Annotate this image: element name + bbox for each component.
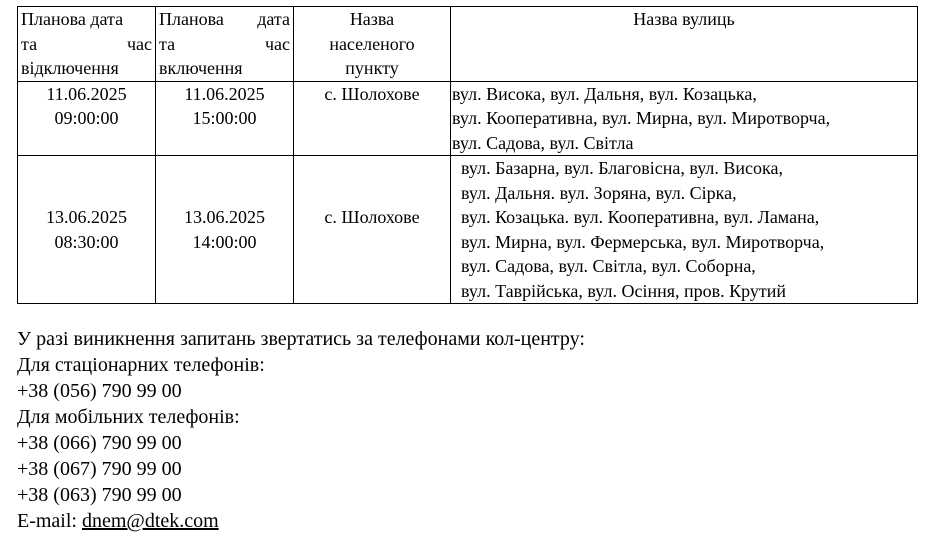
streets-cell: вул. Базарна, вул. Благовісна, вул. Висока, вул. Дальня. вул. Зоряна, вул. Сірка, вул. Козацька. вул. Кооперативна, вул. Ламана, вул. Мирна, вул. Фермерська, вул. Миротворча, вул. Садова, вул. Світла, вул. Соборна, вул. Таврійська, вул. Осіння, пров. Крутий (451, 156, 918, 304)
mobile-phone: +38 (063) 790 99 00 (17, 484, 182, 506)
table-header-row (18, 7, 918, 82)
landline-phone: +38 (056) 790 99 00 (17, 380, 182, 402)
planned-on-cell: 13.06.2025 14:00:00 (156, 156, 294, 304)
mobile-phone: +38 (066) 790 99 00 (17, 432, 182, 454)
email-link[interactable]: dnem@dtek.com (81, 510, 219, 532)
contact-info (17, 326, 585, 534)
outage-schedule-table (17, 6, 918, 304)
settlement-cell: с. Шолохове (294, 81, 451, 156)
planned-on-cell: 11.06.2025 15:00:00 (156, 81, 294, 156)
planned-off-cell: 13.06.2025 08:30:00 (18, 156, 156, 304)
contact-intro: У разі виникнення запитань звертатись за телефонами кол-центру: (17, 328, 585, 350)
table-row (18, 81, 918, 156)
landline-label: Для стаціонарних телефонів: (17, 354, 265, 376)
settlement-cell: с. Шолохове (294, 156, 451, 304)
header-planned-off: Планова дата та час відключення (18, 7, 156, 82)
streets-cell: вул. Висока, вул. Дальня, вул. Козацька, вул. Кооперативна, вул. Мирна, вул. Миротворча, вул. Садова, вул. Світла (451, 81, 918, 156)
planned-off-cell: 11.06.2025 09:00:00 (18, 81, 156, 156)
header-planned-on: Планова дата та час включення (156, 7, 294, 82)
header-streets: Назва вулиць (451, 7, 918, 82)
mobile-phone: +38 (067) 790 99 00 (17, 458, 182, 480)
table-row (18, 156, 918, 304)
email-line (17, 508, 585, 534)
email-label: E-mail: (17, 510, 82, 532)
header-settlement: Назва населеного пункту (294, 7, 451, 82)
mobile-label: Для мобільних телефонів: (17, 406, 240, 428)
